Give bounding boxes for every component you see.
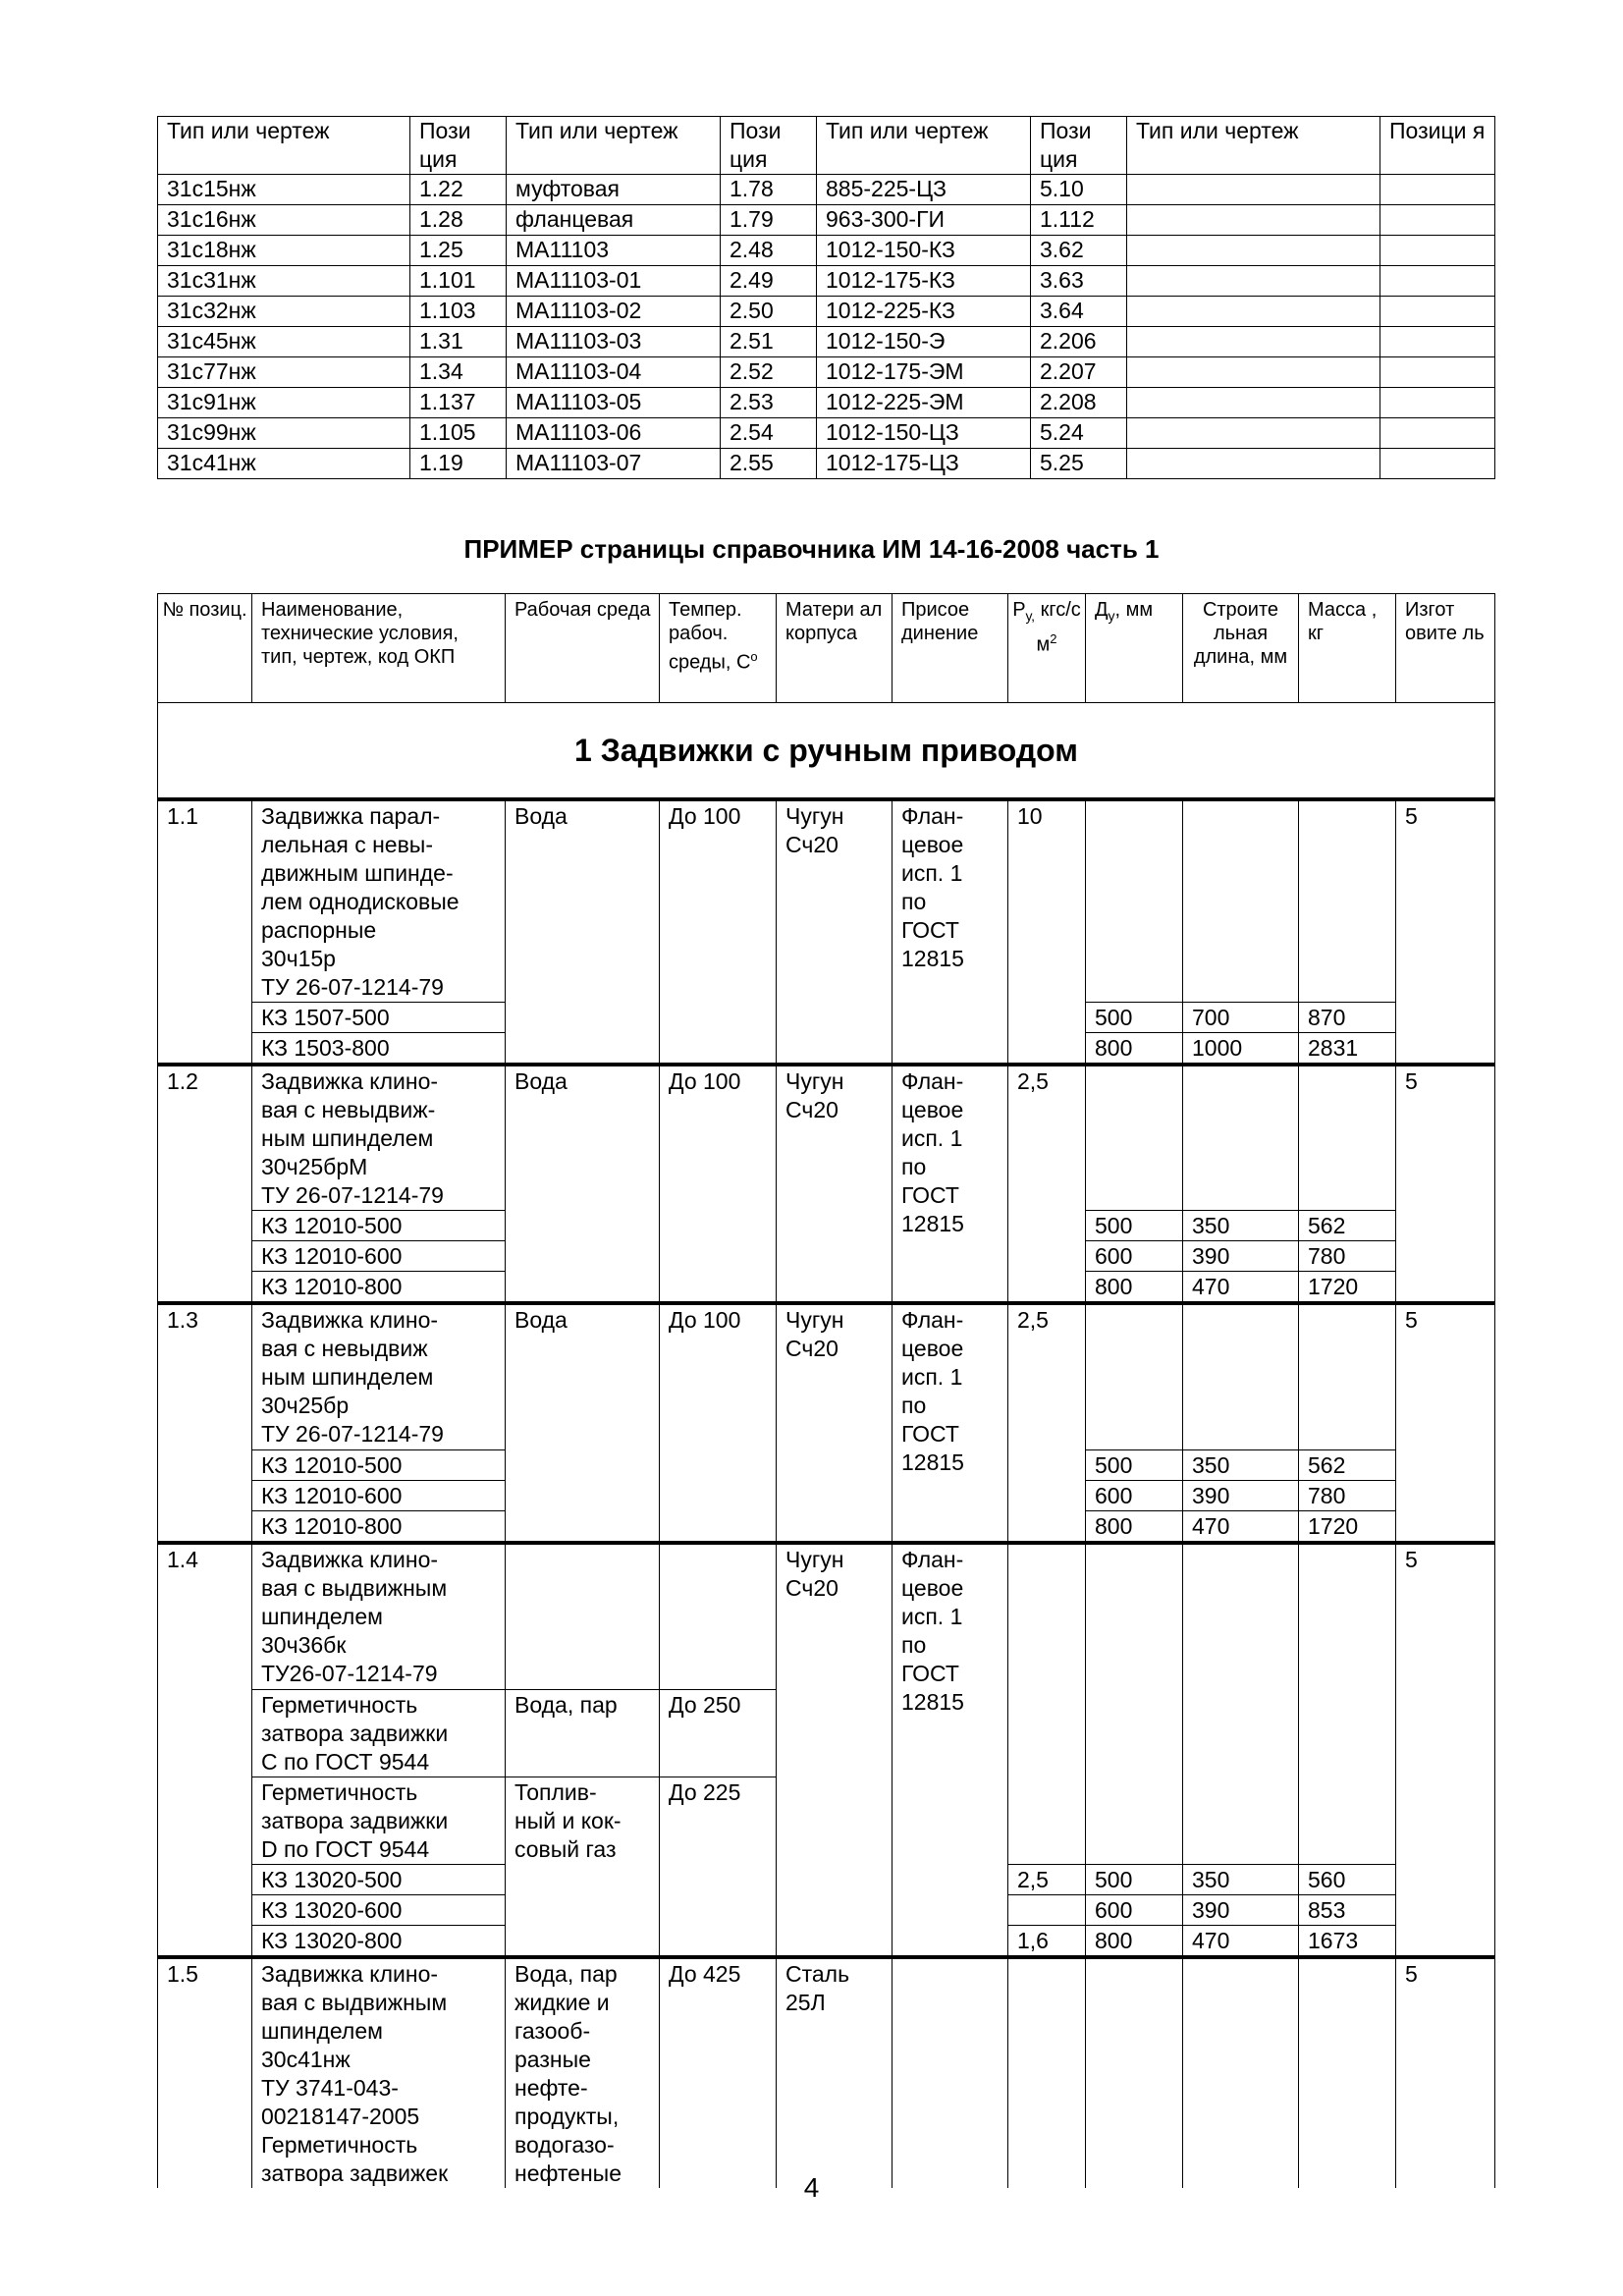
header-pressure-letter: Р: [1012, 599, 1026, 621]
table-cell: 1012-150-КЗ: [817, 236, 1031, 266]
column-header: Тип или чертеж: [1127, 117, 1380, 175]
table-cell: 885-225-ЦЗ: [817, 175, 1031, 205]
length-cell: [1183, 1303, 1299, 1450]
dn-cell: 500: [1086, 1865, 1183, 1895]
connection-cell: [893, 1957, 1008, 2188]
header-dn-subscript: у: [1108, 608, 1115, 624]
position-number: 1.5: [158, 1957, 252, 2188]
length-cell: 390: [1183, 1895, 1299, 1926]
table-cell: 3.63: [1031, 266, 1127, 297]
table-cell: 1.101: [410, 266, 507, 297]
length-cell: 470: [1183, 1272, 1299, 1304]
table-cell: МА11103-07: [507, 449, 721, 479]
position-number: 1.2: [158, 1065, 252, 1303]
table-cell: 31с31нж: [158, 266, 410, 297]
dn-cell: 500: [1086, 1003, 1183, 1033]
table-cell: 31с91нж: [158, 388, 410, 418]
dn-cell: [1086, 1957, 1183, 2188]
catalog-table-header: [158, 594, 1495, 703]
maker-cell: 5: [1396, 1065, 1495, 1303]
dn-cell: 800: [1086, 1926, 1183, 1958]
medium-cell: Вода, пар жидкие и газооб- разные нефте- продукты, водогазо- нефтеные: [506, 1957, 660, 2188]
pressure-cell: 2,5: [1008, 1065, 1086, 1303]
medium-cell: Топлив- ный и кок- совый газ: [506, 1777, 660, 1958]
table-row: [158, 388, 1495, 418]
table-row: [158, 205, 1495, 236]
position-number: 1.4: [158, 1543, 252, 1957]
item-name: Задвижка клино- вая с выдвижным шпинделем 30с41нж ТУ 3741-043- 00218147-2005 Герметичность затвора задвижек: [252, 1957, 506, 2188]
section-title: 1 Задвижки с ручным приводом: [158, 703, 1495, 800]
dn-cell: [1086, 799, 1183, 1003]
section-row: [158, 703, 1495, 800]
table-cell: [1380, 205, 1495, 236]
table-cell: [1380, 418, 1495, 449]
table-cell: 1012-150-Э: [817, 327, 1031, 357]
mass-cell: 562: [1299, 1211, 1396, 1241]
table-cell: 1.22: [410, 175, 507, 205]
table-cell: 3.64: [1031, 297, 1127, 327]
table-cell: 963-300-ГИ: [817, 205, 1031, 236]
dn-cell: [1086, 1543, 1183, 1865]
item-variant: Герметичность затвора задвижки С по ГОСТ 9544: [252, 1690, 506, 1777]
table-row: [158, 357, 1495, 388]
temperature-cell: До 425: [660, 1957, 777, 2188]
table-cell: 1.137: [410, 388, 507, 418]
table-row: [158, 1957, 1495, 2188]
table-cell: [1127, 175, 1380, 205]
table-cell: МА11103-01: [507, 266, 721, 297]
length-cell: [1183, 1543, 1299, 1865]
table-cell: МА11103-02: [507, 297, 721, 327]
table-row: [158, 175, 1495, 205]
table-cell: 31с41нж: [158, 449, 410, 479]
pressure-cell: [1008, 1957, 1086, 2188]
header-position: № позиц.: [158, 594, 252, 703]
table-cell: 1012-150-ЦЗ: [817, 418, 1031, 449]
column-header: Тип или чертеж: [817, 117, 1031, 175]
table-cell: [1127, 205, 1380, 236]
table-cell: [1127, 357, 1380, 388]
dn-cell: 500: [1086, 1211, 1183, 1241]
table-cell: [1380, 175, 1495, 205]
material-cell: Чугун Сч20: [777, 799, 893, 1065]
mass-cell: [1299, 1065, 1396, 1211]
table-cell: 1.19: [410, 449, 507, 479]
length-cell: 470: [1183, 1511, 1299, 1544]
dn-cell: 800: [1086, 1272, 1183, 1304]
table-cell: 31с18нж: [158, 236, 410, 266]
column-header: Пози ция: [410, 117, 507, 175]
table-cell: 1012-225-ЭМ: [817, 388, 1031, 418]
temperature-cell: До 100: [660, 799, 777, 1065]
table-row: [158, 1543, 1495, 1690]
header-length: Строите льная длина, мм: [1183, 594, 1299, 703]
medium-cell: Вода: [506, 1065, 660, 1303]
table-cell: 31с99нж: [158, 418, 410, 449]
table-cell: 2.50: [721, 297, 817, 327]
table-cell: [1380, 357, 1495, 388]
table-cell: 3.62: [1031, 236, 1127, 266]
header-nominal-diameter: [1086, 594, 1183, 703]
length-cell: [1183, 799, 1299, 1003]
item-drawing: КЗ 12010-800: [252, 1272, 506, 1304]
table-cell: МА11103: [507, 236, 721, 266]
material-cell: Чугун Сч20: [777, 1543, 893, 1957]
length-cell: 350: [1183, 1211, 1299, 1241]
table-cell: 1.34: [410, 357, 507, 388]
mass-cell: 780: [1299, 1481, 1396, 1511]
table-cell: [1127, 297, 1380, 327]
header-connection: Присое динение: [893, 594, 1008, 703]
catalog-table: [157, 593, 1495, 2188]
table-cell: 2.207: [1031, 357, 1127, 388]
table-row: [158, 1065, 1495, 1211]
item-drawing: КЗ 13020-800: [252, 1926, 506, 1958]
table-cell: [1380, 388, 1495, 418]
header-pressure: [1008, 594, 1086, 703]
mass-cell: 1720: [1299, 1511, 1396, 1544]
mass-cell: 2831: [1299, 1033, 1396, 1066]
length-cell: [1183, 1957, 1299, 2188]
connection-cell: Флан- цевое исп. 1 по ГОСТ 12815: [893, 1543, 1008, 1957]
dn-cell: 800: [1086, 1033, 1183, 1066]
table-cell: МА11103-06: [507, 418, 721, 449]
position-number: 1.3: [158, 1303, 252, 1543]
item-variant: Герметичность затвора задвижки D по ГОСТ 9544: [252, 1777, 506, 1865]
table-cell: [1380, 327, 1495, 357]
table-cell: 31с45нж: [158, 327, 410, 357]
table-cell: МА11103-03: [507, 327, 721, 357]
column-header: Тип или чертеж: [158, 117, 410, 175]
mass-cell: 1720: [1299, 1272, 1396, 1304]
index-table: [157, 116, 1495, 479]
length-cell: 700: [1183, 1003, 1299, 1033]
material-cell: Сталь 25Л: [777, 1957, 893, 2188]
item-name: Задвижка парал- лельная с невы- движным шпинде- лем однодисковые распорные 30ч15р ТУ 26-07-1214-79: [252, 799, 506, 1003]
table-cell: [1380, 266, 1495, 297]
dn-cell: 800: [1086, 1511, 1183, 1544]
table-cell: [1127, 449, 1380, 479]
length-cell: 390: [1183, 1241, 1299, 1272]
item-drawing: КЗ 12010-600: [252, 1241, 506, 1272]
table-cell: 2.48: [721, 236, 817, 266]
table-row: [158, 297, 1495, 327]
mass-cell: 562: [1299, 1450, 1396, 1481]
table-cell: 1.103: [410, 297, 507, 327]
column-header: Пози ция: [721, 117, 817, 175]
temperature-cell: До 225: [660, 1777, 777, 1958]
temperature-cell: До 250: [660, 1690, 777, 1777]
medium-cell: [506, 1543, 660, 1690]
material-cell: Чугун Сч20: [777, 1303, 893, 1543]
pressure-cell: 2,5: [1008, 1865, 1086, 1895]
table-cell: 1012-175-ЦЗ: [817, 449, 1031, 479]
dn-cell: [1086, 1065, 1183, 1211]
item-drawing: КЗ 12010-800: [252, 1511, 506, 1544]
dn-cell: 600: [1086, 1895, 1183, 1926]
pressure-cell: 1,6: [1008, 1926, 1086, 1958]
header-name: Наименование, технические условия, тип, чертеж, код ОКП: [252, 594, 506, 703]
medium-cell: Вода: [506, 799, 660, 1065]
table-cell: 2.206: [1031, 327, 1127, 357]
table-cell: 31с77нж: [158, 357, 410, 388]
table-cell: [1127, 327, 1380, 357]
temperature-cell: [660, 1543, 777, 1690]
table-row: [158, 799, 1495, 1003]
length-cell: 350: [1183, 1865, 1299, 1895]
table-row: [158, 266, 1495, 297]
table-cell: МА11103-04: [507, 357, 721, 388]
table-cell: 2.54: [721, 418, 817, 449]
connection-cell: Флан- цевое исп. 1 по ГОСТ 12815: [893, 1065, 1008, 1303]
table-row: [158, 449, 1495, 479]
table-cell: 5.25: [1031, 449, 1127, 479]
item-name: Задвижка клино- вая с невыдвиж ным шпинделем 30ч25бр ТУ 26-07-1214-79: [252, 1303, 506, 1450]
maker-cell: 5: [1396, 1543, 1495, 1957]
item-drawing: КЗ 13020-600: [252, 1895, 506, 1926]
maker-cell: 5: [1396, 799, 1495, 1065]
dn-cell: [1086, 1303, 1183, 1450]
table-cell: фланцевая: [507, 205, 721, 236]
table-cell: МА11103-05: [507, 388, 721, 418]
header-temperature-text: Темпер. рабоч. среды, С: [669, 599, 751, 674]
header-dn-letter: Д: [1095, 599, 1109, 621]
header-medium: Рабочая среда: [506, 594, 660, 703]
table-cell: [1380, 297, 1495, 327]
item-name: Задвижка клино- вая с невыдвиж- ным шпинделем 30ч25брМ ТУ 26-07-1214-79: [252, 1065, 506, 1211]
dn-cell: 600: [1086, 1241, 1183, 1272]
header-pressure-unit: кгс/с м: [1036, 599, 1081, 656]
table-cell: 2.208: [1031, 388, 1127, 418]
mass-cell: [1299, 1303, 1396, 1450]
table-cell: 5.24: [1031, 418, 1127, 449]
length-cell: 390: [1183, 1481, 1299, 1511]
medium-cell: Вода, пар: [506, 1690, 660, 1777]
table-cell: 1012-225-КЗ: [817, 297, 1031, 327]
mass-cell: 780: [1299, 1241, 1396, 1272]
header-material: Матери ал корпуса: [777, 594, 893, 703]
item-drawing: КЗ 1503-800: [252, 1033, 506, 1066]
maker-cell: 5: [1396, 1303, 1495, 1543]
table-cell: 31с16нж: [158, 205, 410, 236]
item-name: Задвижка клино- вая с выдвижным шпинделем 30ч36бк ТУ26-07-1214-79: [252, 1543, 506, 1690]
mass-cell: 870: [1299, 1003, 1396, 1033]
table-cell: 31с15нж: [158, 175, 410, 205]
connection-cell: Флан- цевое исп. 1 по ГОСТ 12815: [893, 1303, 1008, 1543]
table-cell: 1.79: [721, 205, 817, 236]
table-cell: 1.31: [410, 327, 507, 357]
index-table-header: [158, 117, 1495, 175]
pressure-cell: 10: [1008, 799, 1086, 1065]
mass-cell: 560: [1299, 1865, 1396, 1895]
table-cell: 2.51: [721, 327, 817, 357]
header-temperature: [660, 594, 777, 703]
column-header: Позици я: [1380, 117, 1495, 175]
table-cell: 1.28: [410, 205, 507, 236]
table-cell: 2.52: [721, 357, 817, 388]
length-cell: 350: [1183, 1450, 1299, 1481]
table-row: [158, 236, 1495, 266]
table-cell: [1127, 388, 1380, 418]
header-dn-unit: , мм: [1114, 599, 1154, 621]
table-cell: 2.53: [721, 388, 817, 418]
connection-cell: Флан- цевое исп. 1 по ГОСТ 12815: [893, 799, 1008, 1065]
table-cell: 1.78: [721, 175, 817, 205]
table-cell: 5.10: [1031, 175, 1127, 205]
degree-superscript: о: [750, 649, 758, 664]
table-cell: муфтовая: [507, 175, 721, 205]
mass-cell: [1299, 799, 1396, 1003]
item-drawing: КЗ 1507-500: [252, 1003, 506, 1033]
length-cell: [1183, 1065, 1299, 1211]
temperature-cell: До 100: [660, 1303, 777, 1543]
table-row: [158, 327, 1495, 357]
medium-cell: Вода: [506, 1303, 660, 1543]
mass-cell: [1299, 1957, 1396, 2188]
pressure-cell: [1008, 1895, 1086, 1926]
item-drawing: КЗ 12010-500: [252, 1450, 506, 1481]
table-row: [158, 1303, 1495, 1450]
header-pressure-superscript: 2: [1050, 631, 1057, 646]
length-cell: 1000: [1183, 1033, 1299, 1066]
maker-cell: 5: [1396, 1957, 1495, 2188]
material-cell: Чугун Сч20: [777, 1065, 893, 1303]
header-mass: Масса , кг: [1299, 594, 1396, 703]
table-cell: 2.49: [721, 266, 817, 297]
table-cell: 2.55: [721, 449, 817, 479]
item-drawing: КЗ 12010-500: [252, 1211, 506, 1241]
position-number: 1.1: [158, 799, 252, 1065]
dn-cell: 500: [1086, 1450, 1183, 1481]
page-title: ПРИМЕР страницы справочника ИМ 14-16-2008 часть 1: [463, 534, 1160, 564]
table-cell: [1127, 418, 1380, 449]
length-cell: 470: [1183, 1926, 1299, 1958]
table-cell: 1.112: [1031, 205, 1127, 236]
pressure-cell: 2,5: [1008, 1303, 1086, 1543]
table-cell: [1380, 236, 1495, 266]
mass-cell: [1299, 1543, 1396, 1865]
column-header: Тип или чертеж: [507, 117, 721, 175]
table-row: [158, 418, 1495, 449]
dn-cell: 600: [1086, 1481, 1183, 1511]
table-cell: 1012-175-ЭМ: [817, 357, 1031, 388]
table-cell: [1380, 449, 1495, 479]
mass-cell: 853: [1299, 1895, 1396, 1926]
column-header: Пози ция: [1031, 117, 1127, 175]
table-cell: 1.105: [410, 418, 507, 449]
table-cell: 1.25: [410, 236, 507, 266]
item-drawing: КЗ 12010-600: [252, 1481, 506, 1511]
table-cell: 31с32нж: [158, 297, 410, 327]
header-maker: Изгот овите ль: [1396, 594, 1495, 703]
item-drawing: КЗ 13020-500: [252, 1865, 506, 1895]
table-cell: [1127, 236, 1380, 266]
table-cell: [1127, 266, 1380, 297]
mass-cell: 1673: [1299, 1926, 1396, 1958]
temperature-cell: До 100: [660, 1065, 777, 1303]
header-pressure-subscript: у,: [1025, 608, 1036, 624]
page-number: 4: [803, 2172, 820, 2203]
pressure-cell: [1008, 1543, 1086, 1865]
table-cell: 1012-175-КЗ: [817, 266, 1031, 297]
